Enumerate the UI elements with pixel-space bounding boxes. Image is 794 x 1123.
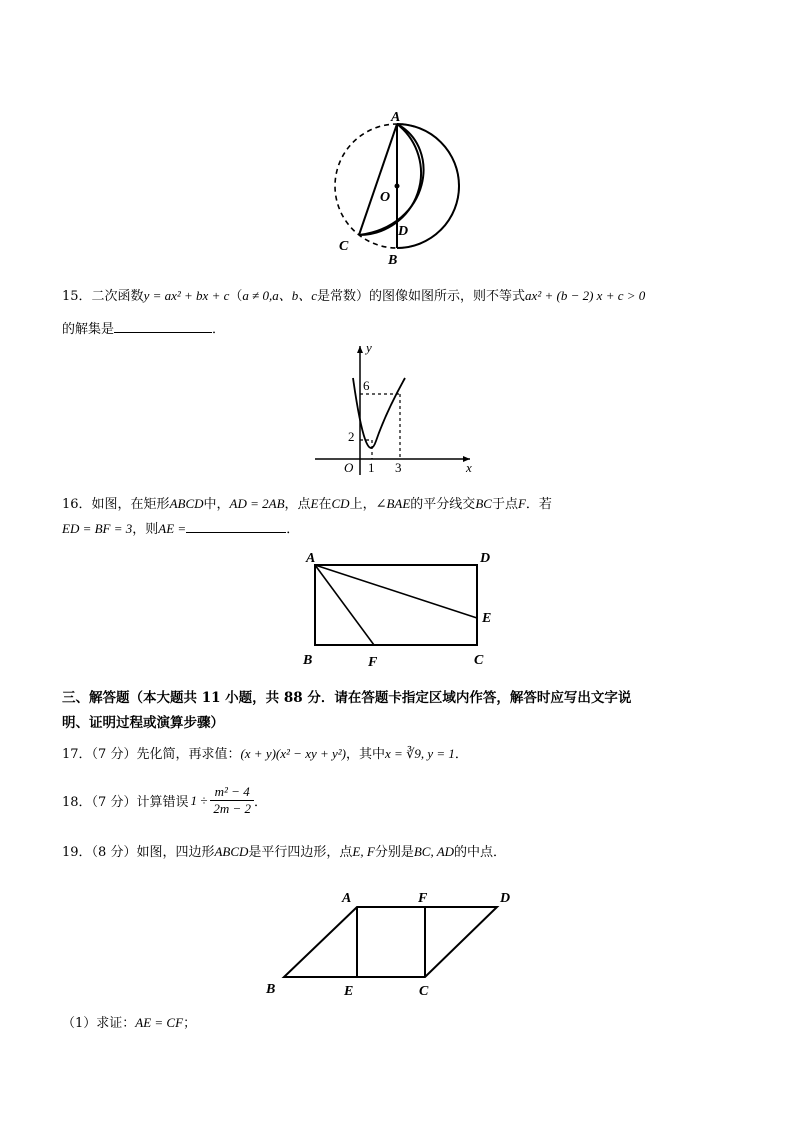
q19-part1-eq: AE = CF: [135, 1015, 184, 1030]
q16-eq2: ED = BF = 3: [62, 521, 133, 536]
q19-part1-end: ；: [183, 1016, 197, 1031]
q16-angle: ∠BAE: [375, 496, 411, 511]
q16-e: E: [310, 496, 319, 511]
label-A: A: [306, 551, 316, 566]
label-D: D: [500, 891, 511, 906]
q17-end: ．: [454, 747, 468, 762]
label-E: E: [482, 611, 492, 626]
label-E: E: [344, 984, 354, 999]
q17-mid: ，其中: [346, 747, 386, 762]
tick-1-label: 1: [368, 460, 375, 475]
q19-segs: BC, AD: [413, 844, 455, 859]
label-D: D: [480, 551, 491, 566]
q15-cond: a ≠ 0,a、b、c: [242, 288, 318, 303]
q18-line: [62, 784, 267, 817]
label-B: B: [303, 653, 313, 668]
q18-prefix: 18．（7 分）计算错误: [62, 795, 189, 810]
label-C: C: [474, 653, 484, 668]
label-F: F: [418, 891, 428, 906]
q16-cd: CD: [331, 496, 350, 511]
q16-line2: [62, 518, 299, 537]
answer-blank-15[interactable]: [114, 318, 212, 333]
q19-prefix: 19．（8 分）如图，四边形: [62, 845, 215, 860]
axis-y-label: y: [366, 340, 372, 355]
q16-text-2: 中，: [203, 497, 230, 512]
q16-ae: AE =: [158, 521, 187, 536]
q15-text-a: 二次函数: [91, 289, 144, 304]
q16-eq1: AD = 2AB: [229, 496, 285, 511]
q15-line2-text: 的解集是: [62, 322, 115, 337]
q16-line1: [62, 493, 552, 512]
q15-line1: [62, 285, 645, 304]
rectangle-figure: [298, 548, 508, 673]
label-C: C: [339, 239, 349, 254]
label-C: C: [419, 984, 429, 999]
q16-text-4: 在: [318, 497, 332, 512]
q17-vals: x = ∛9, y = 1: [385, 746, 455, 761]
q15-number: 15．: [62, 289, 92, 304]
q16-abcd: ABCD: [169, 496, 204, 511]
q15-text-b: （: [229, 289, 243, 304]
label-A: A: [391, 110, 401, 125]
q18-denominator: 2m − 2: [213, 801, 252, 816]
label-F: F: [368, 655, 378, 670]
tick-3-label: 3: [395, 460, 402, 475]
q18-numerator: m² − 4: [214, 784, 250, 799]
q18-end: ．: [254, 795, 268, 810]
q18-fraction: [210, 784, 254, 817]
parabola-figure: [310, 340, 485, 480]
label-O: O: [380, 190, 391, 205]
q16-text-3: ，点: [284, 497, 311, 512]
circle-crescent-figure: [330, 108, 470, 268]
q16-end: ．: [286, 522, 300, 537]
q19-ef: E, F: [352, 844, 375, 859]
q19-line: [62, 841, 506, 860]
label-A: A: [342, 891, 352, 906]
label-B: B: [388, 253, 398, 268]
q19-text-1: 是平行四边形，点: [248, 845, 353, 860]
q16-bc: BC: [475, 496, 492, 511]
q16-text-6: 的平分线交: [410, 497, 476, 512]
q16-text-5: 上，: [349, 497, 376, 512]
q18-lead: 1 ÷: [190, 792, 208, 808]
q15-line2: [62, 318, 225, 337]
q16-text-1: 如图，在矩形: [91, 497, 170, 512]
q15-ineq: ax² + (b − 2) x + c > 0: [525, 288, 646, 303]
q19-abcd: ABCD: [214, 844, 249, 859]
q16-text-9: ，则: [132, 522, 159, 537]
q16-text-7: 于点: [491, 497, 518, 512]
q15-end: ．: [212, 322, 226, 337]
q16-f: F: [517, 496, 526, 511]
tick-2-label: 2: [348, 429, 355, 444]
q15-func: y = ax² + bx + c: [143, 288, 230, 303]
q19-text-2: 分别是: [374, 845, 414, 860]
tick-6-label: 6: [363, 378, 370, 393]
q19-part1-prefix: （1）求证：: [62, 1016, 136, 1031]
label-D: D: [398, 224, 409, 239]
origin-label: O: [344, 460, 354, 475]
q19-part1: [62, 1012, 196, 1031]
label-B: B: [266, 982, 276, 997]
q17-prefix: 17．（7 分）先化简，再求值：: [62, 747, 241, 762]
section-3-heading-line1: 三、解答题（本大题共 11 小题，共 88 分．请在答题卡指定区域内作答，解答时应写出文字说: [62, 690, 632, 706]
q16-number: 16．: [62, 497, 92, 512]
q16-text-8: ．若: [525, 497, 552, 512]
q17-line: [62, 743, 468, 762]
answer-blank-16[interactable]: [186, 518, 286, 533]
section-3-heading-line2: 明、证明过程或演算步骤）: [62, 715, 224, 731]
parallelogram-figure: [262, 885, 522, 1000]
q19-text-3: 的中点．: [454, 845, 507, 860]
q15-text-c: 是常数）的图像如图所示，则不等式: [317, 289, 526, 304]
q17-expr: (x + y)(x² − xy + y²): [240, 746, 347, 761]
axis-x-label: x: [466, 460, 472, 475]
